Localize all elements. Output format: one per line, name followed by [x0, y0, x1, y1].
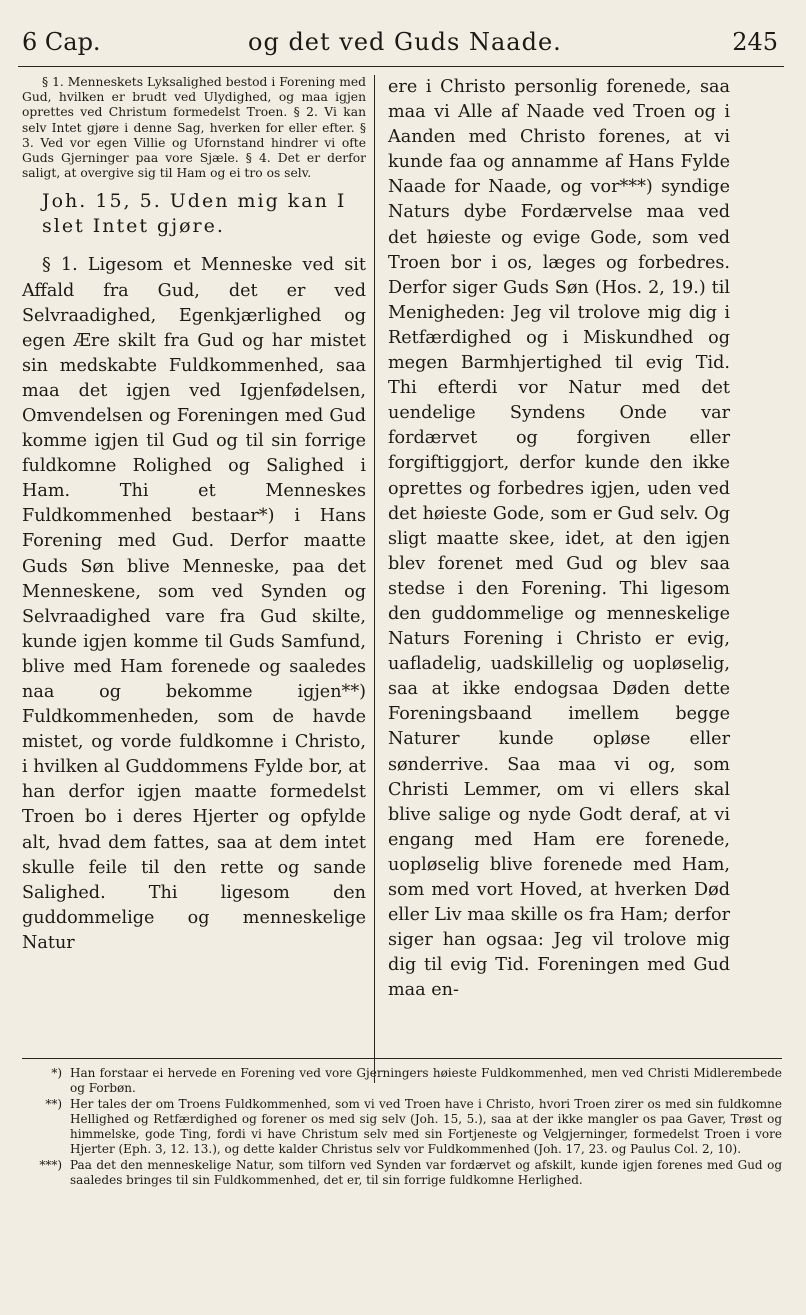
scripture-verse: Joh. 15, 5. Uden mig kan I slet Intet gjøre. [42, 190, 347, 238]
footnote-rule [22, 1058, 782, 1059]
left-column [22, 75, 366, 956]
footnote-mark: **) [45, 1096, 62, 1111]
column-divider [374, 75, 375, 1083]
left-body-text: § 1. Ligesom et Menneske ved sit Affald fra Gud, det er ved Selvraadighed, Egenkjærlighed og egen Ære skilt fra Gud og har mistet sin medskabte Fuldkommenhed, saa maa det igjen ved Igjenfødelsen, Omvendelsen og Foreningen med Gud komme igjen til Gud og til sin forrige fuldkomne Rolighed og Salighed i Ham. Thi et Menneskes Fuldkommenhed bestaar*) i Hans Forening med Gud. Derfor maatte Guds Søn blive Menneske, paa det Menneskene, som ved Synden og Selvraadighed vare fra Gud skilte, kunde igjen komme til Guds Samfund, blive med Ham forenede og saaledes naa og bekomme igjen**) Fuldkommenheden, som de havde mistet, og vorde fuldkomne i Christo, i hvilken al Guddommens Fylde bor, at han derfor igjen maatte formedelst Troen bo i deres Hjerter og opfylde alt, hvad dem fattes, saa at dem intet skulle feile til den rette og sande Salighed. Thi ligesom den guddommelige og menneskelige Natur [22, 255, 366, 953]
page-number: 245 [732, 28, 778, 56]
chapter-label: 6 Cap. [22, 28, 101, 56]
footnotes [22, 1066, 782, 1188]
running-header [18, 22, 784, 67]
right-column [388, 75, 730, 1003]
footnote-text: Paa det den menneskelige Natur, som tilforn ved Synden var fordærvet og afskilt, kunde igjen forenes med Gud og saaledes bringes til sin Fuldkommenhed, det er, til sin forrige fuldkomne Herlighed. [70, 1157, 782, 1188]
footnote-mark: ***) [39, 1157, 62, 1172]
two-column-body [18, 75, 784, 1095]
right-body-text: ere i Christo personlig forenede, saa maa vi Alle af Naade ved Troen og i Aanden med Christo forenes, at vi kunde faa og annamme af Hans Fylde Naade for Naade, og vor***) syndige Naturs dybe Fordærvelse maa ved det høieste og evige Gode, som ved Troen bor i os, læges og forbedres. Derfor siger Guds Søn (Hos. 2, 19.) til Menigheden: Jeg vil trolove mig dig i Retfærdighed og i Miskundhed og megen Barmhjertighed til evig Tid. Thi efterdi vor Natur med det uendelige Syndens Onde var fordærvet og forgiven eller forgiftiggjort, derfor kunde den ikke oprettes og forbedres igjen, uden ved det høieste Gode, som er Gud selv. Og sligt maatte skee, idet, at den igjen blev forenet med Gud og blev saa stedse i den Forening. Thi ligesom den guddommelige og menneskelige Naturs Forening i Christo er evig, uafladelig, uadskillelig og uopløselig, saa at ikke endogsaa Døden dette Foreningsbaand imellem begge Naturer kunde opløse eller sønderrive. Saa maa vi og, som Christi Lemmer, om vi ellers skal blive salige og nyde Godt deraf, at vi engang med Ham ere forenede, uopløselig blive forenede med Ham, som med vort Hoved, at hverken Død eller Liv maa skille os fra Ham; derfor siger han ogsaa: Jeg vil trolove mig dig til evig Tid. Foreningen med Gud maa en- [388, 77, 730, 1001]
footnote-mark: *) [51, 1066, 62, 1080]
footnote [22, 1158, 782, 1189]
footnote-text: Her tales der om Troens Fuldkommenhed, som vi ved Troen have i Christo, hvori Troen zirer os med sin fuldkomne Hellighed og Retfærdighed og forener os med sig selv (Joh. 15, 5.), saa at der ikke mangler os paa Gaver, Trøst og himmelske, gode Ting, fordi vi have Christum selv med sin Fortjeneste og Velgjerninger, formedelst Troen i vore Hjerter (Eph. 3, 12. 13.), og dette kalder Christus selv vor Fuldkommenhed (Joh. 17, 23. og Paulus Col. 2, 10). [70, 1096, 782, 1157]
footnote [22, 1066, 782, 1097]
footnote-text: Han forstaar ei hervede en Forening ved vore Gjerningers høieste Fuldkommenhed, men ved Christi Midlerembede og Forbøn. [70, 1066, 782, 1096]
chapter-summary: § 1. Menneskets Lyksalighed bestod i Forening med Gud, hvilken er brudt ved Ulydighed, og maa igjen oprettes ved Christum formedelst Troen. § 2. Vi kan selv Intet gjøre i denne Sag, hverken for eller efter. § 3. Ved vor egen Villie og Ufornstand hindrer vi ofte Guds Gjerninger paa vore Sjæle. § 4. Det er derfor saligt, at overgive sig til Ham og ei tro os selv. [22, 75, 366, 181]
running-title: og det ved Guds Naade. [248, 28, 562, 56]
footnote [22, 1097, 782, 1158]
